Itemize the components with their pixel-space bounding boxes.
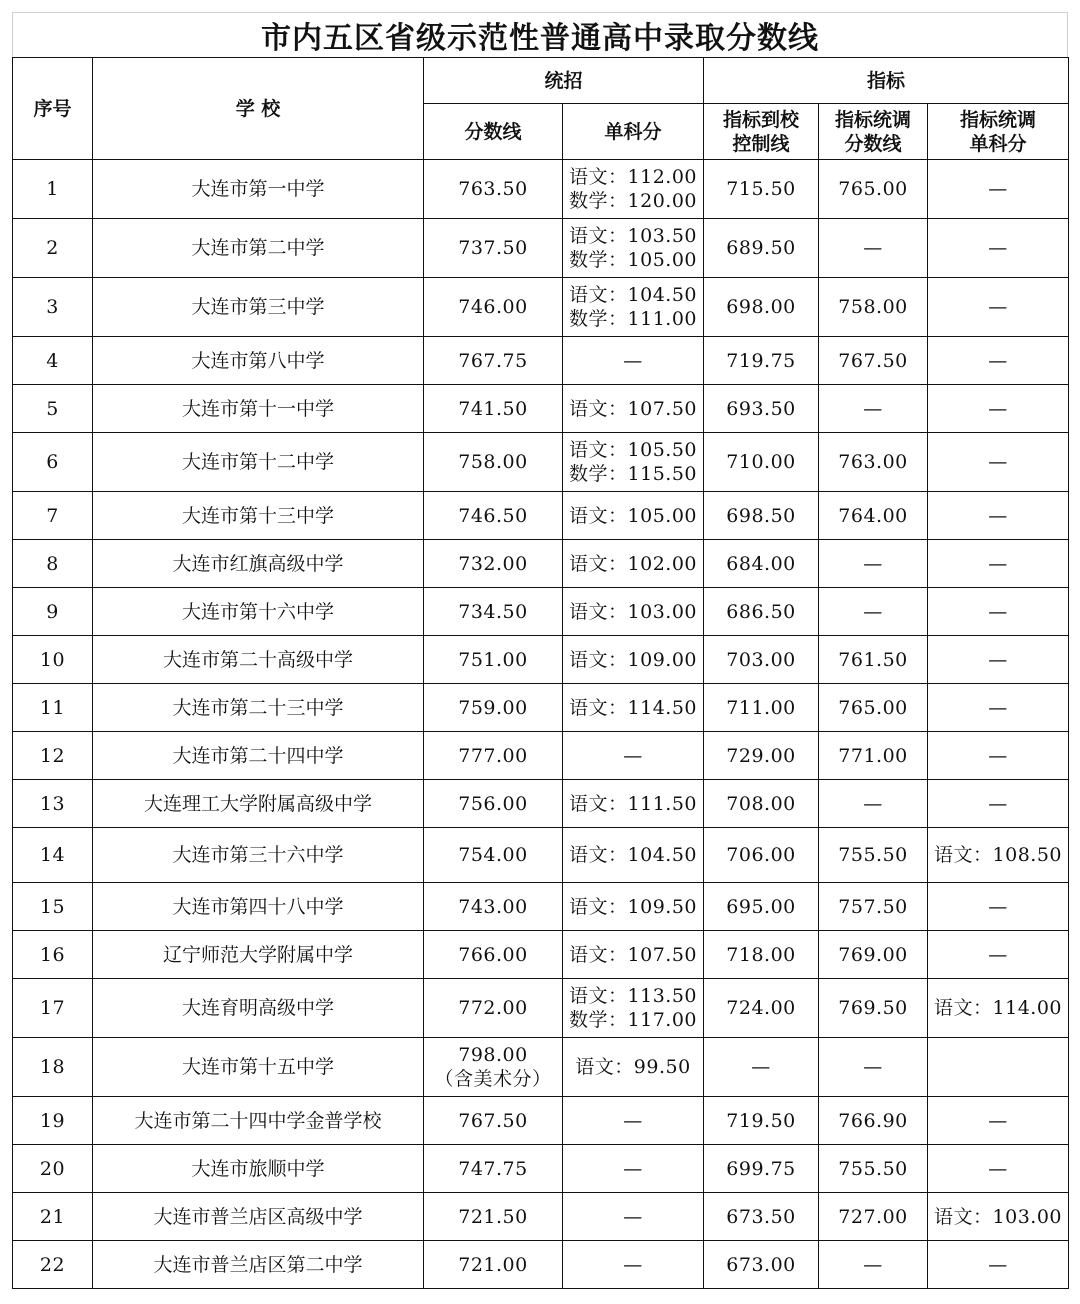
unified-subject-score-line: 语文：105.00 bbox=[569, 504, 697, 527]
unified-score-line-line: 767.75 bbox=[458, 349, 528, 372]
table-row bbox=[13, 433, 1069, 492]
unified-subject-score-line: 数学：105.00 bbox=[569, 249, 697, 271]
header-index: 序号 bbox=[13, 58, 93, 160]
quota-control-line: 715.50 bbox=[704, 160, 819, 219]
header-quota-adjust-line bbox=[819, 104, 928, 160]
unified-subject-score bbox=[563, 1145, 704, 1193]
table-row bbox=[13, 540, 1069, 588]
unified-score-line-line: 746.00 bbox=[458, 296, 528, 318]
table-row bbox=[13, 1097, 1069, 1145]
quota-adjust-line: 765.00 bbox=[819, 684, 928, 732]
unified-score-line bbox=[424, 780, 563, 828]
quota-control-line: 698.00 bbox=[704, 278, 819, 337]
quota-adjust-subject: — bbox=[928, 160, 1069, 219]
row-index: 7 bbox=[13, 492, 93, 540]
unified-subject-score-line: 数学：115.50 bbox=[569, 463, 697, 485]
unified-subject-score-line: 数学：120.00 bbox=[569, 190, 697, 212]
school-name: 大连市第十五中学 bbox=[93, 1038, 424, 1097]
row-index: 20 bbox=[13, 1145, 93, 1193]
unified-score-line bbox=[424, 492, 563, 540]
unified-score-line bbox=[424, 1145, 563, 1193]
quota-adjust-line: 763.00 bbox=[819, 433, 928, 492]
unified-score-line-line: 746.50 bbox=[458, 504, 528, 527]
row-index: 6 bbox=[13, 433, 93, 492]
table-row bbox=[13, 1038, 1069, 1097]
school-name: 大连市第十三中学 bbox=[93, 492, 424, 540]
row-index: 13 bbox=[13, 780, 93, 828]
unified-subject-score-line: 语文：104.50 bbox=[569, 844, 697, 866]
school-name: 大连市第八中学 bbox=[93, 337, 424, 385]
school-name: 大连市红旗高级中学 bbox=[93, 540, 424, 588]
unified-score-line bbox=[424, 1241, 563, 1289]
unified-subject-score-line: 语文：102.00 bbox=[569, 552, 697, 575]
unified-subject-score bbox=[563, 1241, 704, 1289]
unified-score-line-line: 772.00 bbox=[458, 997, 528, 1019]
unified-subject-score-line: 语文：103.50 bbox=[569, 225, 697, 247]
unified-subject-score-line: — bbox=[623, 744, 643, 767]
quota-adjust-subject: — bbox=[928, 278, 1069, 337]
school-name: 大连市第二十四中学金普学校 bbox=[93, 1097, 424, 1145]
quota-control-line: 673.50 bbox=[704, 1193, 819, 1241]
table-row bbox=[13, 160, 1069, 219]
quota-adjust-line: — bbox=[819, 1038, 928, 1097]
quota-control-line: 698.50 bbox=[704, 492, 819, 540]
unified-score-line-line: 754.00 bbox=[458, 844, 528, 866]
quota-adjust-subject: — bbox=[928, 219, 1069, 278]
header-quota-adjust-line-line2: 分数线 bbox=[844, 132, 902, 155]
unified-subject-score bbox=[563, 337, 704, 385]
row-index: 18 bbox=[13, 1038, 93, 1097]
row-index: 12 bbox=[13, 732, 93, 780]
unified-subject-score bbox=[563, 219, 704, 278]
table-row bbox=[13, 883, 1069, 931]
table-row bbox=[13, 219, 1069, 278]
quota-adjust-line: 755.50 bbox=[819, 1145, 928, 1193]
quota-adjust-subject: — bbox=[928, 732, 1069, 780]
unified-score-line bbox=[424, 1038, 563, 1097]
header-quota-control-line1: 指标到校 bbox=[723, 108, 800, 131]
school-name: 大连市第二十四中学 bbox=[93, 732, 424, 780]
unified-subject-score-line: 语文：104.50 bbox=[569, 284, 697, 306]
unified-subject-score bbox=[563, 588, 704, 636]
unified-score-line bbox=[424, 1193, 563, 1241]
school-name: 大连市普兰店区高级中学 bbox=[93, 1193, 424, 1241]
quota-adjust-line: 769.50 bbox=[819, 979, 928, 1038]
quota-adjust-subject: — bbox=[928, 433, 1069, 492]
quota-adjust-subject: 语文：103.00 bbox=[928, 1193, 1069, 1241]
unified-score-line-line: 721.00 bbox=[458, 1253, 528, 1276]
score-sheet bbox=[12, 12, 1068, 1289]
row-index: 5 bbox=[13, 385, 93, 433]
quota-control-line: 729.00 bbox=[704, 732, 819, 780]
table-row bbox=[13, 931, 1069, 979]
unified-subject-score bbox=[563, 732, 704, 780]
table-row bbox=[13, 684, 1069, 732]
header-score-line: 分数线 bbox=[424, 104, 563, 160]
quota-adjust-line: 765.00 bbox=[819, 160, 928, 219]
quota-adjust-line: 766.90 bbox=[819, 1097, 928, 1145]
unified-subject-score-line: 语文：107.50 bbox=[569, 943, 697, 966]
unified-subject-score bbox=[563, 636, 704, 684]
unified-score-line-line: 751.00 bbox=[458, 648, 528, 671]
unified-subject-score bbox=[563, 684, 704, 732]
unified-score-line bbox=[424, 588, 563, 636]
quota-adjust-line: 769.00 bbox=[819, 931, 928, 979]
unified-subject-score-line: 语文：99.50 bbox=[575, 1056, 691, 1078]
school-name: 大连育明高级中学 bbox=[93, 979, 424, 1038]
school-name: 大连市第三中学 bbox=[93, 278, 424, 337]
table-row bbox=[13, 385, 1069, 433]
unified-score-line-line: 763.50 bbox=[458, 178, 528, 200]
unified-subject-score bbox=[563, 1097, 704, 1145]
row-index: 8 bbox=[13, 540, 93, 588]
unified-score-line bbox=[424, 160, 563, 219]
unified-score-line bbox=[424, 732, 563, 780]
unified-score-line bbox=[424, 684, 563, 732]
school-name: 辽宁师范大学附属中学 bbox=[93, 931, 424, 979]
unified-subject-score-line: 语文：114.50 bbox=[569, 696, 697, 719]
page-title: 市内五区省级示范性普通高中录取分数线 bbox=[12, 12, 1068, 57]
unified-score-line-line: 759.00 bbox=[458, 696, 528, 719]
unified-score-line bbox=[424, 385, 563, 433]
table-row bbox=[13, 636, 1069, 684]
quota-adjust-line: — bbox=[819, 588, 928, 636]
quota-control-line: 699.75 bbox=[704, 1145, 819, 1193]
quota-adjust-line: — bbox=[819, 219, 928, 278]
quota-adjust-subject: — bbox=[928, 385, 1069, 433]
unified-score-line-line: 756.00 bbox=[458, 792, 528, 815]
unified-subject-score-line: 语文：109.00 bbox=[569, 648, 697, 671]
table-row bbox=[13, 337, 1069, 385]
row-index: 10 bbox=[13, 636, 93, 684]
quota-control-line: 689.50 bbox=[704, 219, 819, 278]
quota-adjust-line: — bbox=[819, 540, 928, 588]
row-index: 3 bbox=[13, 278, 93, 337]
quota-adjust-subject: — bbox=[928, 588, 1069, 636]
table-row bbox=[13, 1145, 1069, 1193]
quota-control-line: 724.00 bbox=[704, 979, 819, 1038]
school-name: 大连理工大学附属高级中学 bbox=[93, 780, 424, 828]
unified-subject-score-line: 数学：111.00 bbox=[569, 308, 697, 330]
school-name: 大连市第十一中学 bbox=[93, 385, 424, 433]
unified-subject-score bbox=[563, 433, 704, 492]
header-quota-control-line2: 控制线 bbox=[732, 132, 790, 155]
school-name: 大连市第十六中学 bbox=[93, 588, 424, 636]
row-index: 1 bbox=[13, 160, 93, 219]
quota-adjust-subject: — bbox=[928, 337, 1069, 385]
school-name: 大连市第十二中学 bbox=[93, 433, 424, 492]
unified-subject-score bbox=[563, 278, 704, 337]
unified-subject-score-line: — bbox=[623, 1253, 643, 1276]
unified-subject-score bbox=[563, 492, 704, 540]
table-row bbox=[13, 1193, 1069, 1241]
table-row bbox=[13, 492, 1069, 540]
header-row-1 bbox=[13, 58, 1069, 104]
quota-adjust-subject: — bbox=[928, 684, 1069, 732]
quota-adjust-subject: 语文：114.00 bbox=[928, 979, 1069, 1038]
unified-score-line-line: （含美术分） bbox=[434, 1068, 552, 1090]
unified-score-line-line: 747.75 bbox=[458, 1157, 528, 1180]
table-body bbox=[13, 160, 1069, 1289]
quota-adjust-line: 757.50 bbox=[819, 883, 928, 931]
table-row bbox=[13, 588, 1069, 636]
quota-control-line: 711.00 bbox=[704, 684, 819, 732]
header-quota-adjust-subject bbox=[928, 104, 1069, 160]
unified-subject-score-line: 语文：113.50 bbox=[569, 985, 697, 1007]
unified-subject-score-line: 语文：109.50 bbox=[569, 895, 697, 918]
quota-adjust-line: — bbox=[819, 1241, 928, 1289]
quota-adjust-subject bbox=[928, 1038, 1069, 1097]
school-name: 大连市普兰店区第二中学 bbox=[93, 1241, 424, 1289]
quota-control-line: 718.00 bbox=[704, 931, 819, 979]
row-index: 15 bbox=[13, 883, 93, 931]
quota-adjust-subject: — bbox=[928, 1097, 1069, 1145]
unified-subject-score bbox=[563, 828, 704, 883]
school-name: 大连市旅顺中学 bbox=[93, 1145, 424, 1193]
unified-subject-score-line: 语文：112.00 bbox=[569, 166, 697, 188]
school-name: 大连市第一中学 bbox=[93, 160, 424, 219]
quota-control-line: 706.00 bbox=[704, 828, 819, 883]
quota-control-line: 719.75 bbox=[704, 337, 819, 385]
unified-subject-score bbox=[563, 979, 704, 1038]
unified-subject-score-line: — bbox=[623, 349, 643, 372]
unified-subject-score-line: — bbox=[623, 1157, 643, 1180]
table-row bbox=[13, 828, 1069, 883]
quota-adjust-subject: — bbox=[928, 1241, 1069, 1289]
quota-adjust-line: — bbox=[819, 385, 928, 433]
unified-score-line-line: 777.00 bbox=[458, 744, 528, 767]
unified-score-line-line: 734.50 bbox=[458, 600, 528, 623]
header-quota-adjust-subject-line2: 单科分 bbox=[969, 132, 1027, 155]
unified-score-line bbox=[424, 278, 563, 337]
table-row bbox=[13, 732, 1069, 780]
quota-adjust-line: 761.50 bbox=[819, 636, 928, 684]
unified-score-line-line: 741.50 bbox=[458, 397, 528, 420]
unified-subject-score bbox=[563, 540, 704, 588]
table-row bbox=[13, 979, 1069, 1038]
unified-score-line bbox=[424, 540, 563, 588]
header-subject-score: 单科分 bbox=[563, 104, 704, 160]
quota-control-line: — bbox=[704, 1038, 819, 1097]
unified-subject-score bbox=[563, 160, 704, 219]
unified-score-line bbox=[424, 337, 563, 385]
unified-subject-score-line: 语文：111.50 bbox=[569, 792, 697, 815]
unified-score-line-line: 767.50 bbox=[458, 1109, 528, 1132]
quota-adjust-subject: — bbox=[928, 540, 1069, 588]
row-index: 4 bbox=[13, 337, 93, 385]
row-index: 14 bbox=[13, 828, 93, 883]
unified-subject-score-line: 数学：117.00 bbox=[569, 1009, 697, 1031]
unified-subject-score bbox=[563, 385, 704, 433]
quota-adjust-subject: — bbox=[928, 1145, 1069, 1193]
unified-subject-score bbox=[563, 780, 704, 828]
row-index: 19 bbox=[13, 1097, 93, 1145]
header-quota-adjust-subject-line1: 指标统调 bbox=[960, 108, 1037, 131]
quota-adjust-subject: 语文：108.50 bbox=[928, 828, 1069, 883]
quota-adjust-line: 771.00 bbox=[819, 732, 928, 780]
row-index: 21 bbox=[13, 1193, 93, 1241]
unified-score-line bbox=[424, 433, 563, 492]
table-row bbox=[13, 1241, 1069, 1289]
unified-score-line bbox=[424, 1097, 563, 1145]
quota-adjust-line: 764.00 bbox=[819, 492, 928, 540]
unified-subject-score-line: 语文：107.50 bbox=[569, 397, 697, 420]
quota-control-line: 695.00 bbox=[704, 883, 819, 931]
unified-score-line-line: 743.00 bbox=[458, 895, 528, 918]
quota-adjust-line: 767.50 bbox=[819, 337, 928, 385]
row-index: 9 bbox=[13, 588, 93, 636]
school-name: 大连市第四十八中学 bbox=[93, 883, 424, 931]
row-index: 2 bbox=[13, 219, 93, 278]
quota-adjust-line: 758.00 bbox=[819, 278, 928, 337]
row-index: 17 bbox=[13, 979, 93, 1038]
unified-score-line-line: 721.50 bbox=[458, 1205, 528, 1228]
unified-score-line bbox=[424, 883, 563, 931]
row-index: 16 bbox=[13, 931, 93, 979]
header-school: 学 校 bbox=[93, 58, 424, 160]
quota-control-line: 719.50 bbox=[704, 1097, 819, 1145]
quota-adjust-subject: — bbox=[928, 780, 1069, 828]
quota-control-line: 673.00 bbox=[704, 1241, 819, 1289]
unified-subject-score-line: 语文：103.00 bbox=[569, 600, 697, 623]
unified-score-line-line: 798.00 bbox=[458, 1044, 528, 1066]
table-row bbox=[13, 278, 1069, 337]
quota-control-line: 684.00 bbox=[704, 540, 819, 588]
quota-adjust-subject: — bbox=[928, 883, 1069, 931]
admission-score-table bbox=[12, 57, 1069, 1289]
quota-adjust-subject: — bbox=[928, 492, 1069, 540]
header-quota-group: 指标 bbox=[704, 58, 1069, 104]
unified-score-line-line: 737.50 bbox=[458, 237, 528, 259]
header-quota-adjust-line-line1: 指标统调 bbox=[835, 108, 912, 131]
row-index: 11 bbox=[13, 684, 93, 732]
quota-control-line: 703.00 bbox=[704, 636, 819, 684]
quota-adjust-line: — bbox=[819, 780, 928, 828]
quota-adjust-line: 755.50 bbox=[819, 828, 928, 883]
unified-score-line-line: 732.00 bbox=[458, 552, 528, 575]
unified-subject-score-line: — bbox=[623, 1205, 643, 1228]
unified-subject-score bbox=[563, 1193, 704, 1241]
unified-subject-score bbox=[563, 931, 704, 979]
school-name: 大连市第二十高级中学 bbox=[93, 636, 424, 684]
header-quota-control bbox=[704, 104, 819, 160]
quota-control-line: 686.50 bbox=[704, 588, 819, 636]
quota-adjust-subject: — bbox=[928, 636, 1069, 684]
quota-control-line: 708.00 bbox=[704, 780, 819, 828]
unified-score-line-line: 758.00 bbox=[458, 451, 528, 473]
row-index: 22 bbox=[13, 1241, 93, 1289]
quota-adjust-subject: — bbox=[928, 931, 1069, 979]
header-unified-group: 统招 bbox=[424, 58, 704, 104]
table-row bbox=[13, 780, 1069, 828]
unified-score-line bbox=[424, 931, 563, 979]
unified-subject-score-line: 语文：105.50 bbox=[569, 439, 697, 461]
unified-score-line bbox=[424, 828, 563, 883]
unified-score-line bbox=[424, 979, 563, 1038]
school-name: 大连市第二十三中学 bbox=[93, 684, 424, 732]
unified-score-line bbox=[424, 219, 563, 278]
quota-control-line: 710.00 bbox=[704, 433, 819, 492]
unified-subject-score-line: — bbox=[623, 1109, 643, 1132]
school-name: 大连市第三十六中学 bbox=[93, 828, 424, 883]
quota-control-line: 693.50 bbox=[704, 385, 819, 433]
unified-subject-score bbox=[563, 883, 704, 931]
quota-adjust-line: 727.00 bbox=[819, 1193, 928, 1241]
unified-subject-score bbox=[563, 1038, 704, 1097]
unified-score-line-line: 766.00 bbox=[458, 943, 528, 966]
unified-score-line bbox=[424, 636, 563, 684]
school-name: 大连市第二中学 bbox=[93, 219, 424, 278]
